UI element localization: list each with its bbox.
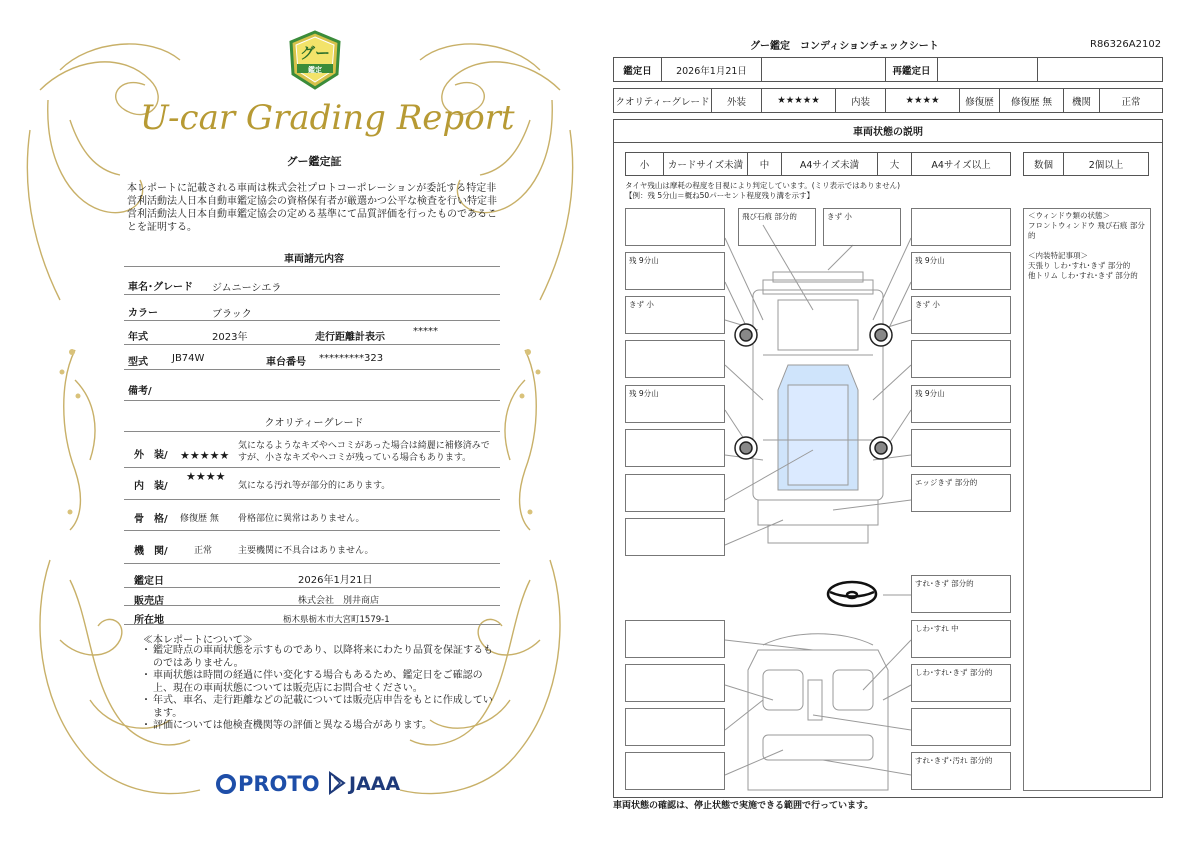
certificate-title: グー鑑定証 xyxy=(286,155,342,168)
proto-logo: PROTO xyxy=(216,772,320,796)
jaaa-mark-icon xyxy=(328,771,346,795)
steering-box: すれ･きず 部分的 xyxy=(911,575,1011,613)
note-item: ・ 年式、車名、走行距離などの記載については販売店申告をもとに作成しています。 xyxy=(143,695,493,720)
exterior-description: 気になるようなキズやヘコミがあった場合は綺麗に補修済みですが、小さなキズやヘコミが残っている場合もあります。 xyxy=(238,441,490,463)
svg-text:グー: グー xyxy=(299,44,331,62)
exterior-label: 外 装/ xyxy=(134,450,168,461)
damage-box xyxy=(625,429,725,467)
legend-medium: 中 xyxy=(748,153,782,175)
interior-box: しわ･すれ･きず 部分的 xyxy=(911,664,1011,702)
date-label: 鑑定日 xyxy=(134,576,164,587)
model-value: JB74W xyxy=(172,353,205,364)
mileage-value: ***** xyxy=(413,326,438,337)
script-title: U-car Grading Report xyxy=(140,98,515,138)
note-item: ・ 評価については他検査機関等の評価と異なる場合があります。 xyxy=(143,720,493,733)
tire-note: タイヤ残山は摩耗の程度を目視により判定しています。(ミリ表示ではありません) 【例：残 5分山＝概ね50パーセント程度残り溝を示す】 xyxy=(625,181,901,200)
model-label: 型式 xyxy=(128,357,148,368)
chassis-value: *********323 xyxy=(319,353,384,364)
divider xyxy=(124,369,500,370)
condition-heading: 車両状態の説明 xyxy=(613,119,1163,143)
proto-mark-icon xyxy=(216,774,236,794)
engine-cell-label: 機関 xyxy=(1064,89,1100,112)
damage-box xyxy=(625,208,725,246)
interior-box xyxy=(625,664,725,702)
repair-cell-label: 修復歴 xyxy=(960,89,1000,112)
divider xyxy=(124,605,500,606)
remarks-label: 備考/ xyxy=(128,386,152,397)
divider xyxy=(124,431,500,432)
grade-heading: クオリティーグレード xyxy=(264,418,364,429)
exterior-stars: ★★★★★ xyxy=(180,449,230,462)
date-row xyxy=(613,57,1163,82)
damage-box xyxy=(625,340,725,378)
car-name-label: 車名･グレード xyxy=(128,282,193,293)
exterior-cell-label: 外装 xyxy=(712,89,762,112)
mileage-label: 走行距離計表示 xyxy=(315,332,385,343)
interior-box xyxy=(911,708,1011,746)
specs-heading: 車両諸元内容 xyxy=(284,254,344,265)
divider xyxy=(124,467,500,468)
divider xyxy=(124,266,500,267)
damage-box xyxy=(911,340,1011,378)
steering-wheel-icon xyxy=(828,582,876,606)
damage-box: きず 小 xyxy=(911,296,1011,334)
damage-box: きず 小 xyxy=(625,296,725,334)
engine-value: 正常 xyxy=(194,546,213,556)
frame-description: 骨格部位に異常はありません。 xyxy=(238,514,365,524)
engine-label: 機 関/ xyxy=(134,546,168,557)
interior-box xyxy=(625,752,725,790)
tire-box-rear-right: 残 9分山 xyxy=(911,385,1011,423)
tire-box-front-right: 残 9分山 xyxy=(911,252,1011,290)
damage-box-rear: エッジきず 部分的 xyxy=(911,474,1011,512)
legend-count-desc: 2個以上 xyxy=(1088,160,1124,171)
date-cell-label: 鑑定日 xyxy=(614,58,662,81)
legend-medium-desc: A4サイズ未満 xyxy=(782,153,878,175)
reappraisal-label: 再鑑定日 xyxy=(886,58,938,81)
color-label: カラー xyxy=(128,308,158,319)
legend-count: 数個 xyxy=(1024,153,1064,175)
interior-box: しわ･すれ 中 xyxy=(911,620,1011,658)
legend-large-desc: A4サイズ以上 xyxy=(931,160,991,171)
remarks-panel: ＜ウィンドウ類の状態＞ フロントウィンドウ 飛び石痕 部分的 ＜内装特記事項＞ 天張り しわ･すれ･きず 部分的 他トリム しわ･すれ･きず 部分的 xyxy=(1023,208,1151,791)
divider xyxy=(124,320,500,321)
damage-box xyxy=(911,208,1011,246)
blank-cell xyxy=(1038,58,1162,81)
grade-label: クオリティーグレード xyxy=(614,89,712,112)
goo-kantei-badge-icon xyxy=(287,30,343,90)
damage-box-front-right: きず 小 xyxy=(823,208,901,246)
interior-cell-label: 内装 xyxy=(836,89,886,112)
sheet-title: グー鑑定 コンディションチェックシート xyxy=(750,41,939,52)
serial-number: R86326A2102 xyxy=(1090,39,1162,50)
car-name-value: ジムニーシエラ xyxy=(212,283,282,294)
divider xyxy=(124,400,500,401)
divider xyxy=(124,344,500,345)
damage-box-front-left: 飛び石痕 部分的 xyxy=(738,208,816,246)
exterior-cell-stars: ★★★★★ xyxy=(762,89,836,112)
engine-description: 主要機関に不具合はありません。 xyxy=(238,546,374,556)
reappraisal-value xyxy=(938,58,1038,81)
count-legend xyxy=(1023,152,1149,176)
year-value: 2023年 xyxy=(212,332,248,343)
legend-small: 小 xyxy=(626,153,664,175)
notes-list xyxy=(143,645,493,733)
interior-stars: ★★★★ xyxy=(186,470,226,483)
note-item: ・ 車両状態は時間の経過に伴い変化する場合もあるため、鑑定日をご確認の上、現在の車両状態については販売店にお問合せください。 xyxy=(143,670,493,695)
divider xyxy=(124,294,500,295)
year-label: 年式 xyxy=(128,332,148,343)
shop-label: 販売店 xyxy=(134,596,164,607)
date-cell-value: 2026年1月21日 xyxy=(662,58,762,81)
divider xyxy=(124,530,500,531)
blank-cell xyxy=(762,58,886,81)
shop-value: 株式会社 別井商店 xyxy=(298,596,380,606)
chassis-label: 車台番号 xyxy=(266,357,306,368)
divider xyxy=(124,499,500,500)
grade-row xyxy=(613,88,1163,113)
frame-label: 骨 格/ xyxy=(134,514,168,525)
divider xyxy=(124,624,500,625)
damage-box xyxy=(625,518,725,556)
damage-box xyxy=(911,429,1011,467)
footnote: 車両状態の確認は、停止状態で実施できる範囲で行っています。 xyxy=(613,801,874,811)
size-legend xyxy=(625,152,1011,176)
legend-small-desc: カードサイズ未満 xyxy=(664,153,748,175)
frame-value: 修復歴 無 xyxy=(180,514,219,524)
repair-cell-value: 修復歴 無 xyxy=(1000,89,1064,112)
damage-box xyxy=(625,474,725,512)
notes-heading: ≪本レポートについて≫ xyxy=(143,635,253,646)
tire-box-front-left: 残 9分山 xyxy=(625,252,725,290)
interior-box xyxy=(625,708,725,746)
address-label: 所在地 xyxy=(134,615,164,626)
interior-box xyxy=(625,620,725,658)
divider xyxy=(124,563,500,564)
jaaa-logo: JAAA xyxy=(328,771,400,795)
color-value: ブラック xyxy=(212,309,252,320)
date-value: 2026年1月21日 xyxy=(298,575,373,586)
svg-text:鑑定: 鑑定 xyxy=(308,66,322,74)
note-item: ・ 鑑定時点の車両状態を示すものであり、以降将来にわたり品質を保証するものではありません。 xyxy=(143,645,493,670)
interior-cell-stars: ★★★★ xyxy=(886,89,960,112)
engine-cell-value: 正常 xyxy=(1121,96,1141,108)
address-value: 栃木県栃木市大宮町1579-1 xyxy=(283,615,390,625)
interior-box: すれ･きず･汚れ 部分的 xyxy=(911,752,1011,790)
intro-text: 本レポートに記載される車両は株式会社プロトコーポレーションが委託する特定非営利活動法人日本自動車鑑定協会の資格保有者が厳選かつ公平な検査を行い特定非営利活動法人日本自動車鑑定協会の定める基準にて品質評価を行ったものであることを証明する。 xyxy=(127,183,497,233)
tire-box-rear-left: 残 9分山 xyxy=(625,385,725,423)
interior-label: 内 装/ xyxy=(134,481,168,492)
interior-description: 気になる汚れ等が部分的にあります。 xyxy=(238,481,391,491)
divider xyxy=(124,587,500,588)
legend-large: 大 xyxy=(878,153,912,175)
